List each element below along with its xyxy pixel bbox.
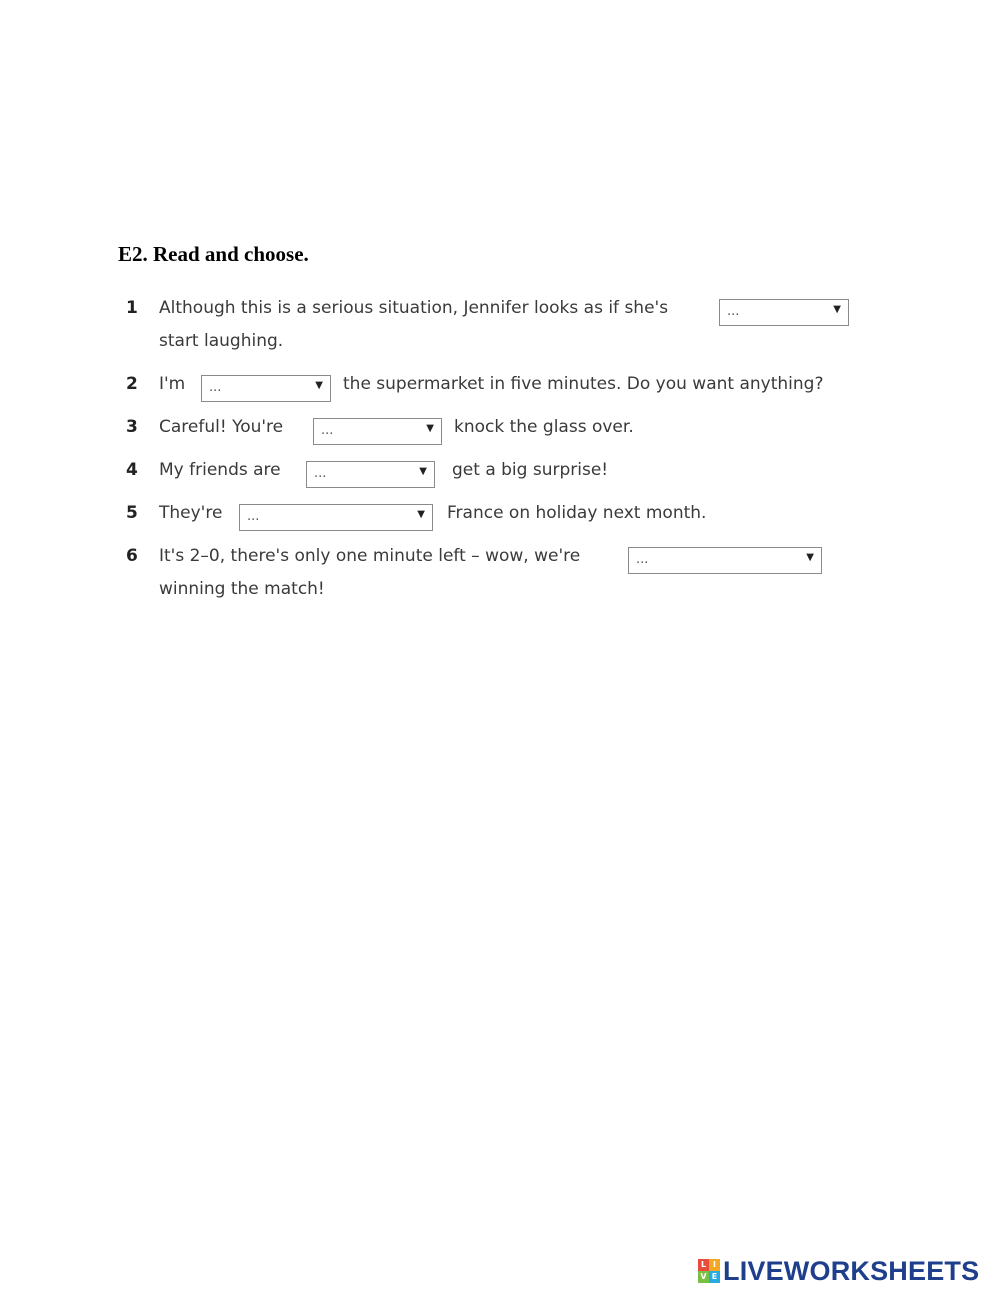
logo-letter-i: I <box>709 1259 720 1271</box>
dropdown-arrow-icon: ▼ <box>426 423 434 434</box>
liveworksheets-logo <box>698 1256 979 1286</box>
question-number: 5 <box>126 503 138 523</box>
logo-text: LIVEWORKSHEETS <box>723 1255 980 1286</box>
question-text-before: My friends are <box>159 460 281 480</box>
dropdown-value: ... <box>636 552 649 567</box>
question-number: 6 <box>126 546 138 566</box>
question-text-after: knock the glass over. <box>454 417 634 437</box>
dropdown-arrow-icon: ▼ <box>806 552 814 563</box>
question-text-after: France on holiday next month. <box>447 503 707 523</box>
question-text-before: Although this is a serious situation, Jennifer looks as if she's <box>159 298 669 318</box>
answer-dropdown-6[interactable] <box>628 547 822 574</box>
question-text-before: I'm <box>159 374 186 394</box>
dropdown-value: ... <box>247 509 260 524</box>
answer-dropdown-3[interactable] <box>313 418 442 445</box>
dropdown-value: ... <box>321 423 334 438</box>
question-number: 2 <box>126 374 138 394</box>
logo-letter-l: L <box>698 1259 709 1271</box>
question-text-before: It's 2–0, there's only one minute left – wow, we're <box>159 546 581 566</box>
question-text-line2: start laughing. <box>159 331 284 351</box>
question-text-after: get a big surprise! <box>452 460 609 480</box>
question-text-before: They're <box>159 503 223 523</box>
logo-mark-icon <box>698 1259 720 1283</box>
dropdown-arrow-icon: ▼ <box>417 509 425 520</box>
question-text-before: Careful! You're <box>159 417 284 437</box>
answer-dropdown-2[interactable] <box>201 375 331 402</box>
question-number: 1 <box>126 298 138 318</box>
question-number: 3 <box>126 417 138 437</box>
dropdown-value: ... <box>727 304 740 319</box>
dropdown-value: ... <box>314 466 327 481</box>
question-text-after: the supermarket in five minutes. Do you want anything? <box>343 374 824 394</box>
logo-letter-v: V <box>698 1271 709 1283</box>
question-number: 4 <box>126 460 138 480</box>
dropdown-arrow-icon: ▼ <box>833 304 841 315</box>
dropdown-arrow-icon: ▼ <box>419 466 427 477</box>
answer-dropdown-4[interactable] <box>306 461 435 488</box>
dropdown-arrow-icon: ▼ <box>315 380 323 391</box>
exercise-heading: E2. Read and choose. <box>118 242 309 266</box>
question-text-line2: winning the match! <box>159 579 325 599</box>
answer-dropdown-1[interactable] <box>719 299 849 326</box>
logo-letter-e: E <box>709 1271 720 1283</box>
dropdown-value: ... <box>209 380 222 395</box>
answer-dropdown-5[interactable] <box>239 504 433 531</box>
